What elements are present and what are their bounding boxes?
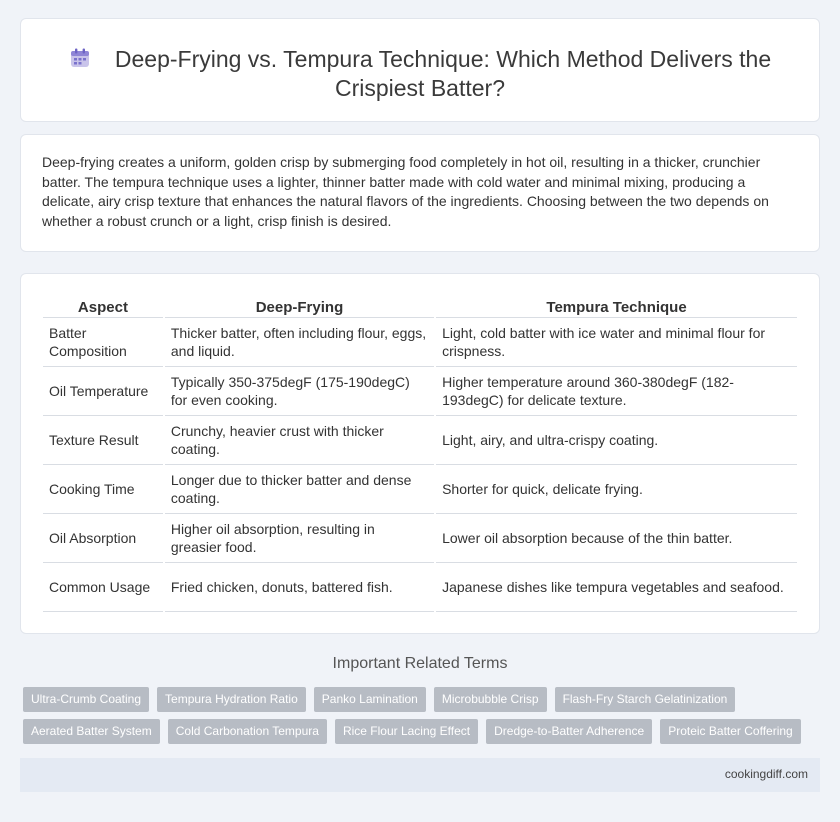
footer-site-link[interactable]: cookingdiff.com [724,767,808,781]
table-header-row [43,292,797,318]
row-tempura: Shorter for quick, delicate frying. [436,465,797,514]
term-tag[interactable]: Dredge-to-Batter Adherence [486,719,652,744]
title-card [20,18,820,122]
intro-paragraph: Deep-frying creates a uniform, golden crisp by submerging food completely in hot oil, resulting in a thicker, crunchier batter. The tempura technique uses a lighter, thinner batter made with cold water and minimal mixing, producing a delicate, airy crisp texture that enhances the natural flavors of the ingredients. Choosing between the two depends on whether a robust crunch or a light, crisp finish is desired. [42,154,769,229]
term-tag[interactable]: Aerated Batter System [23,719,160,744]
table-row [43,465,797,514]
term-tag[interactable]: Flash-Fry Starch Gelatinization [555,687,736,712]
table-row [43,367,797,416]
row-tempura: Higher temperature around 360-380degF (182-193degC) for delicate texture. [436,367,797,416]
row-aspect: Texture Result [43,416,163,465]
term-tag[interactable]: Cold Carbonation Tempura [168,719,327,744]
related-terms-heading: Important Related Terms [332,655,508,672]
footer [20,758,820,792]
term-tag[interactable]: Microbubble Crisp [434,687,547,712]
table-row [43,563,797,612]
table-row [43,318,797,367]
header-tempura: Tempura Technique [436,292,797,318]
table-row [43,416,797,465]
row-aspect: Oil Temperature [43,367,163,416]
row-deep-frying: Crunchy, heavier crust with thicker coating. [165,416,434,465]
term-tag[interactable]: Tempura Hydration Ratio [157,687,306,712]
row-aspect: Cooking Time [43,465,163,514]
comparison-table [41,292,799,612]
page-title-container [61,45,779,103]
row-tempura: Light, cold batter with ice water and minimal flour for crispness. [436,318,797,367]
term-tag[interactable]: Rice Flour Lacing Effect [335,719,478,744]
row-deep-frying: Thicker batter, often including flour, eggs, and liquid. [165,318,434,367]
term-tag[interactable]: Proteic Batter Coffering [660,719,801,744]
row-aspect: Common Usage [43,563,163,612]
row-deep-frying: Higher oil absorption, resulting in greasier food. [165,514,434,563]
calendar-icon [69,47,91,69]
table-row [43,514,797,563]
row-tempura: Light, airy, and ultra-crispy coating. [436,416,797,465]
term-tag[interactable]: Panko Lamination [314,687,426,712]
term-tag[interactable]: Ultra-Crumb Coating [23,687,149,712]
row-deep-frying: Fried chicken, donuts, battered fish. [165,563,434,612]
header-aspect: Aspect [43,292,163,318]
row-deep-frying: Longer due to thicker batter and dense coating. [165,465,434,514]
row-tempura: Lower oil absorption because of the thin batter. [436,514,797,563]
page-title: Deep-Frying vs. Tempura Technique: Which Method Delivers the Crispiest Batter? [114,46,772,101]
row-tempura: Japanese dishes like tempura vegetables and seafood. [436,563,797,612]
row-aspect: Oil Absorption [43,514,163,563]
related-terms-row-2 [23,719,801,744]
row-deep-frying: Typically 350-375degF (175-190degC) for even cooking. [165,367,434,416]
row-aspect: Batter Composition [43,318,163,367]
comparison-table-card [20,273,820,634]
related-terms-row-1 [23,687,735,712]
intro-card [20,134,820,252]
header-deep-frying: Deep-Frying [165,292,434,318]
